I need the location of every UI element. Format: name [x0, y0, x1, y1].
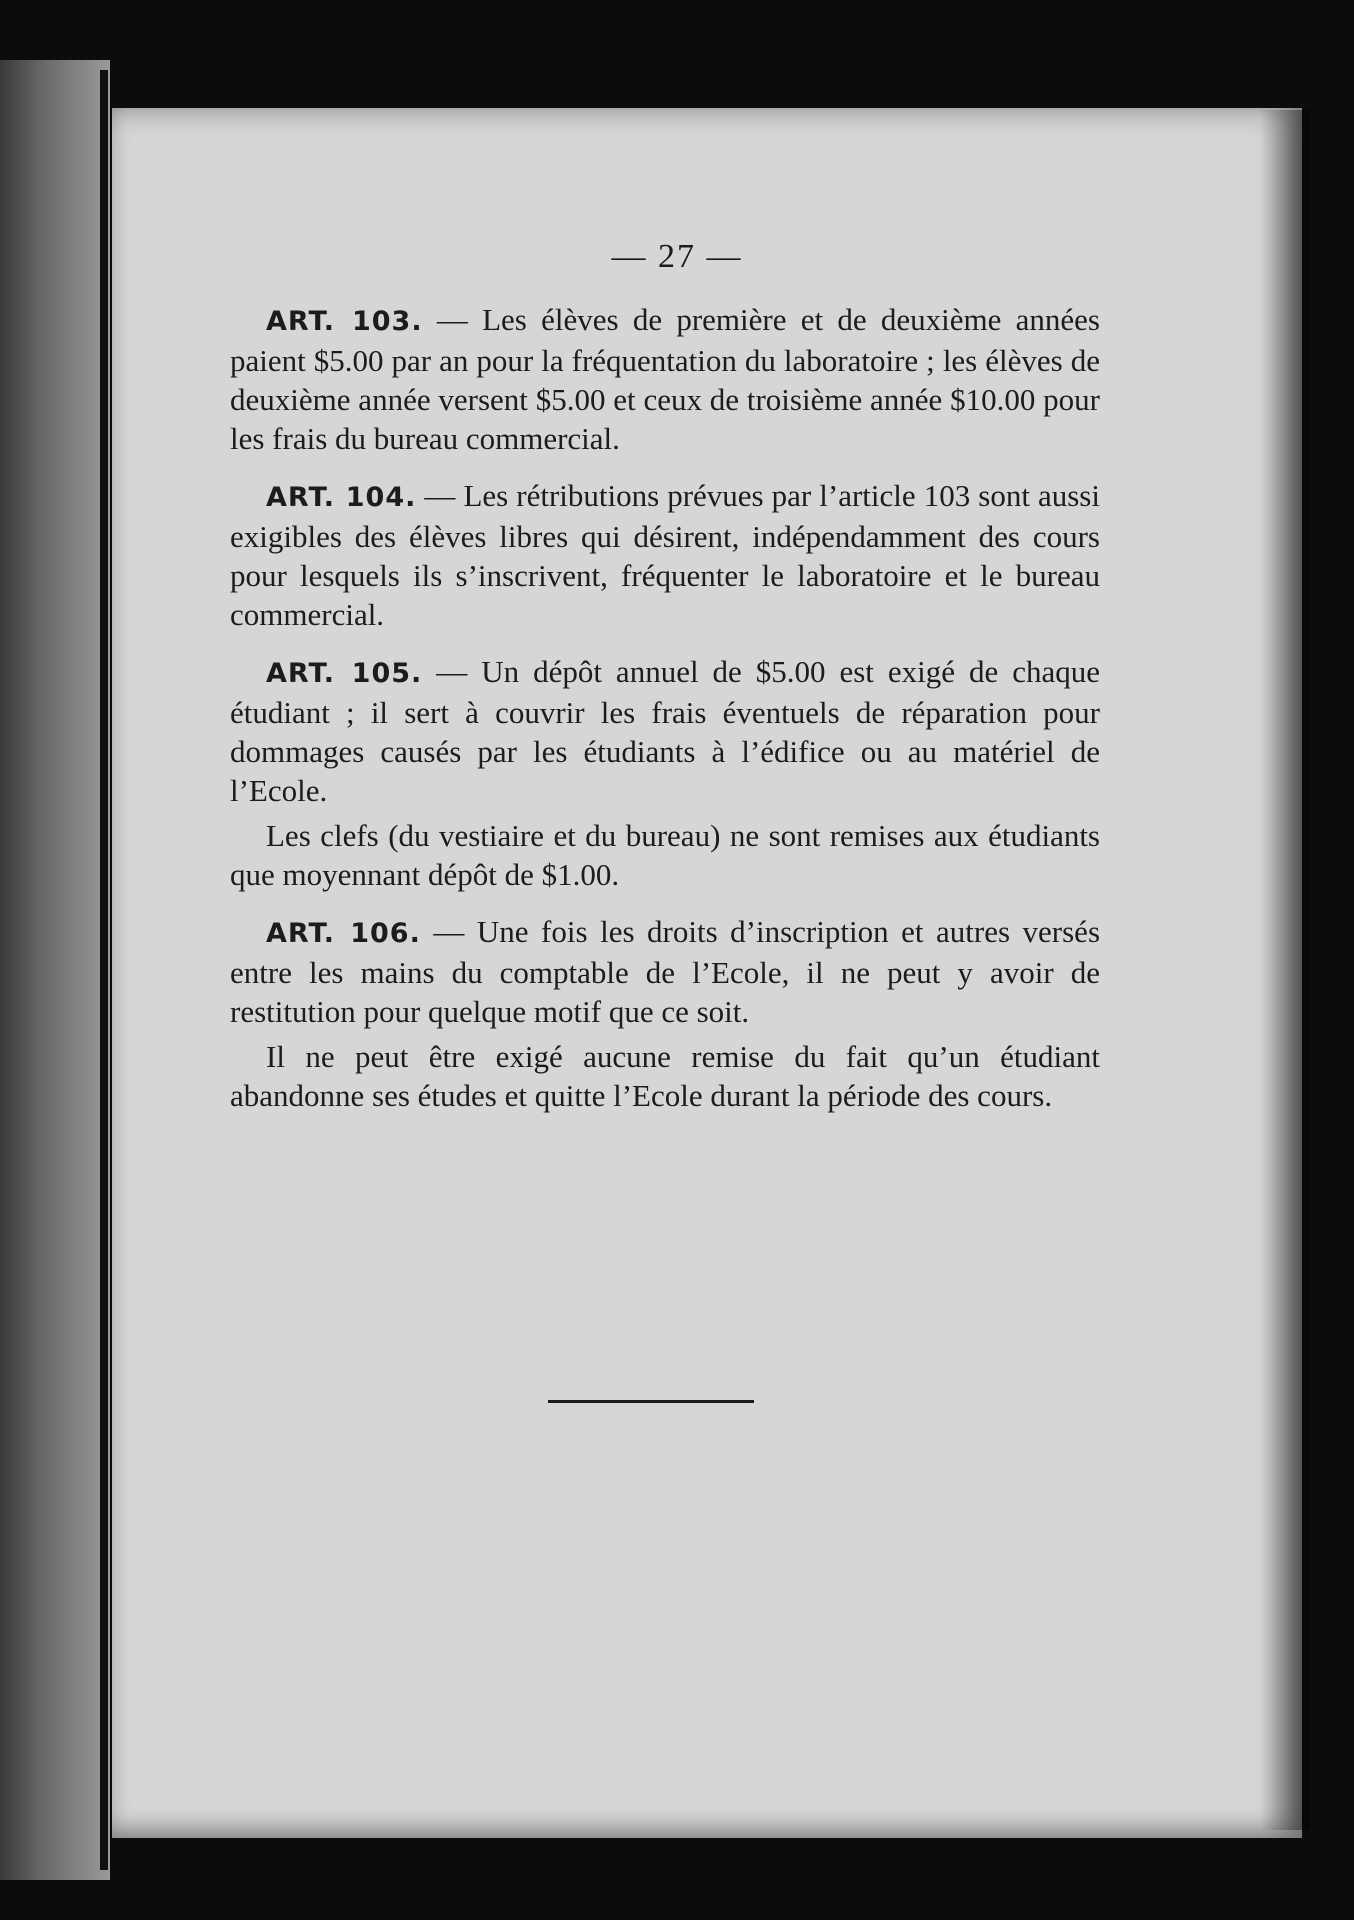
- article-label: ART. 104.: [266, 482, 417, 513]
- page-shadow: [1260, 110, 1310, 1830]
- adjacent-page-edge: [0, 60, 110, 1880]
- article-105-continuation: Les clefs (du vestiaire et du bureau) ne sont remises aux étudiants que moyennant dépôt de $1.00.: [230, 818, 1100, 892]
- article-104: [230, 476, 1100, 634]
- page-content: [230, 300, 1100, 1133]
- article-106-continuation: Il ne peut être exigé aucune remise du fait qu’un étudiant abandonne ses études et quitte l’Ecole durant la période des cours.: [230, 1039, 1100, 1113]
- article-105: [230, 652, 1100, 810]
- article-text: — Les élèves de première et de deuxième années paient $5.00 par an pour la fréquentation du laboratoire ; les élèves de deuxième année versent $5.00 et ceux de troisième année $10.00 pour les frais du bureau commercial.: [230, 302, 1100, 456]
- article-label: ART. 105.: [266, 658, 423, 689]
- article-label: ART. 106.: [266, 918, 421, 949]
- article-106: [230, 912, 1100, 1031]
- page-number: — 27 —: [611, 238, 743, 275]
- article-text: — Les rétributions prévues par l’article 103 sont aussi exigibles des élèves libres qui désirent, indépendamment des cours pour lesquels ils s’inscrivent, fréquenter le laboratoire et le bureau commercial.: [230, 478, 1100, 632]
- end-separator-rule: [548, 1400, 754, 1403]
- article-label: ART. 103.: [266, 306, 423, 337]
- article-text: — Un dépôt annuel de $5.00 est exigé de chaque étudiant ; il sert à couvrir les frais éventuels de réparation pour dommages causés par les étudiants à l’édifice ou au matériel de l’Ecole.: [230, 654, 1100, 808]
- book-binding: [100, 70, 108, 1870]
- article-text: — Une fois les droits d’inscription et autres versés entre les mains du comptable de l’Ecole, il ne peut y avoir de restitution pour quelque motif que ce soit.: [230, 914, 1101, 1029]
- article-103: [230, 300, 1100, 458]
